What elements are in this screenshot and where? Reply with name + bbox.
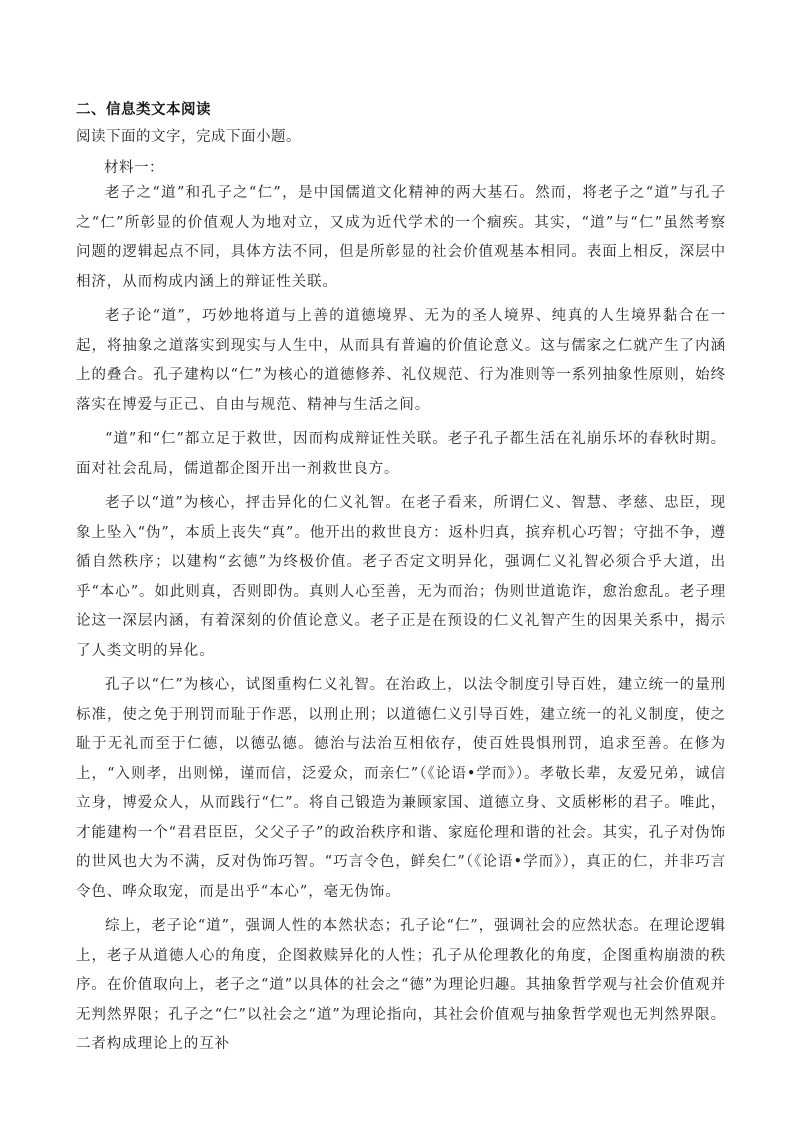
instruction-text: 阅读下面的文字，完成下面小题。 (76, 129, 301, 145)
material-label: 材料一： (104, 160, 164, 176)
paragraph: “道”和“仁”都立足于救世，因而构成辩证性关联。老子孔子都生活在礼崩乐坏的春秋时期。面对社会乱局，儒道都企图开出一剂救世良方。 (76, 431, 726, 477)
article-body (76, 179, 726, 1065)
paragraph: 孔子以“仁”为核心，试图重构仁义礼智。在治政上，以法令制度引导百姓，建立统一的量刑标准，使之免于刑罚而耻于作恶，以刑止刑；以道德仁义引导百姓，建立统一的礼义制度，使之耻于无礼而至于仁德，以德弘德。德治与法治互相依存，使百姓畏惧刑罚，追求至善。在修为上，“入则孝，出则悌，谨而信，泛爱众，而亲仁”（《论语•学而》）。孝敬长辈，友爱兄弟，诚信立身，博爱众人，从而践行“仁”。将自己锻造为兼顾家国、道德立身、文质彬彬的君子。唯此，才能建构一个“君君臣臣，父父子子”的政治秩序和谐、家庭伦理和谐的社会。其实，孔子对伪饰的世风也大为不满，反对伪饰巧智。“巧言令色，鲜矣仁”（《论语•学而》），真正的仁，并非巧言令色、哗众取宠，而是出乎“本心”，毫无伪饰。 (76, 677, 726, 900)
paragraph: 老子以“道”为核心，抨击异化的仁义礼智。在老子看来，所谓仁义、智慧、孝慈、忠臣，现象上坠入“伪”，本质上丧失“真”。他开出的救世良方：返朴归真，摈弃机心巧智；守拙不争，遵循自然秩序；以建构“玄德”为终极价值。老子否定文明异化，强调仁义礼智必须合乎大道，出乎“本心”。如此则真，否则即伪。真则人心至善，无为而治；伪则世道诡诈，愈治愈乱。老子理论这一深层内涵，有着深刻的价值论意义。老子正是在预设的仁义礼智产生的因果关系中，揭示了人类文明的异化。 (76, 495, 726, 659)
paragraph: 老子论“道”，巧妙地将道与上善的道德境界、无为的圣人境界、纯真的人生境界黏合在一起，将抽象之道落实到现实与人生中，从而具有普遍的价值论意义。这与儒家之仁就产生了内涵上的叠合。孔子建构以“仁”为核心的道德修养、礼仪规范、行为准则等一系列抽象性原则，始终落实在博爱与正己、自由与规范、精神与生活之间。 (76, 308, 726, 413)
paragraph: 老子之“道”和孔子之“仁”，是中国儒道文化精神的两大基石。然而，将老子之“道”与孔子之“仁”所彰显的价值观人为地对立，又成为近代学术的一个痼疾。其实，“道”与“仁”虽然考察问题的逻辑起点不同，具体方法不同，但是所彰显的社会价值观基本相同。表面上相反，深层中相济，从而构成内涵上的辩证性关联。 (76, 185, 726, 290)
paragraph: 综上，老子论“道”，强调人性的本然状态；孔子论“仁”，强调社会的应然状态。在理论逻辑上，老子从道德人心的角度，企图救赎异化的人性；孔子从伦理教化的角度，企图重构崩溃的秩序。在价值取向上，老子之“道”以具体的社会之“德”为理论归趣。其抽象哲学观与社会价值观并无判然界限；孔子之“仁”以社会之“道”为理论指向，其社会价值观与抽象哲学观也无判然界限。二者构成理论上的互补 (76, 918, 726, 1052)
section-title: 二、信息类文本阅读 (76, 102, 211, 118)
